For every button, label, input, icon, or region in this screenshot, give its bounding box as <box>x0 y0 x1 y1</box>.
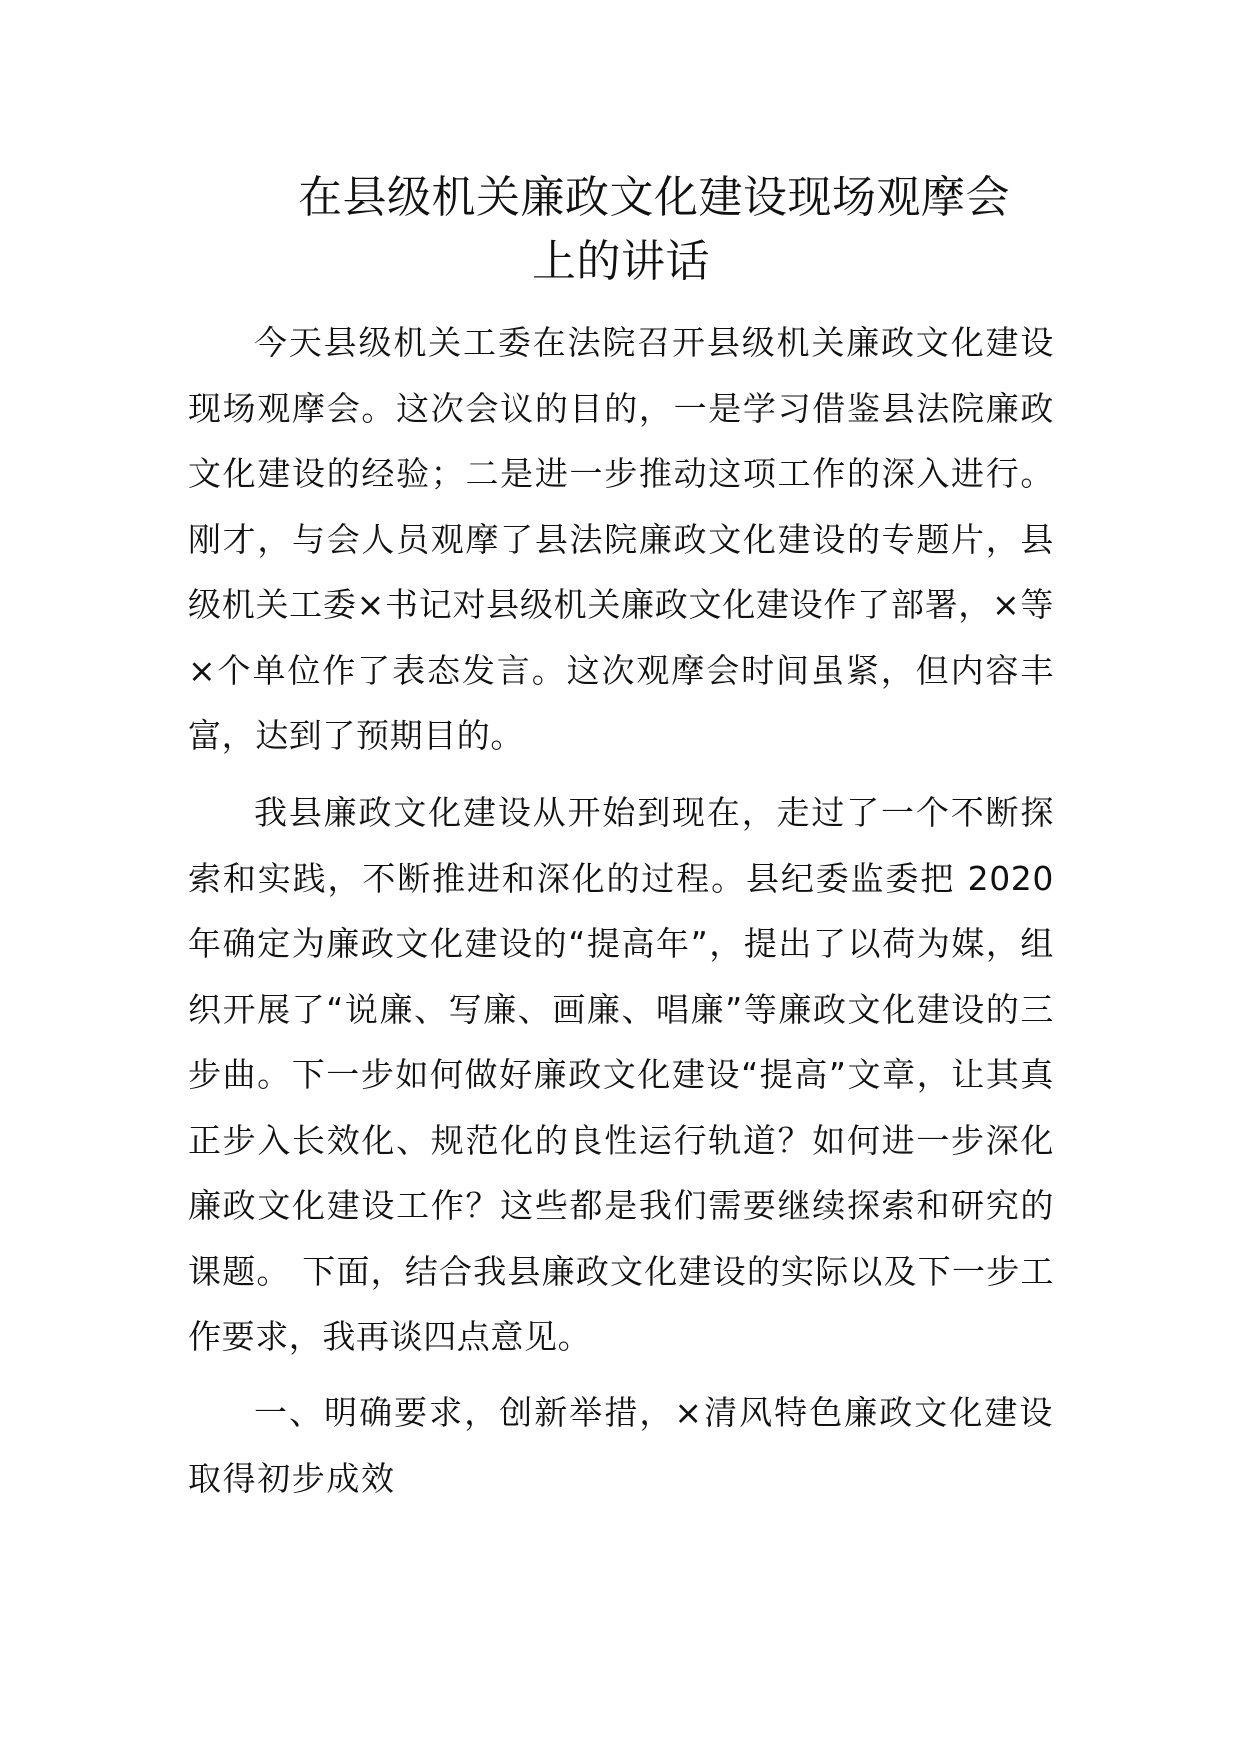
paragraph-background: 我县廉政文化建设从开始到现在，走过了一个不断探索和实践，不断推进和深化的过程。县纪委监委把 2020 年确定为廉政文化建设的“提高年”，提出了以荷为媒，组织开展了“说廉、写廉、画廉、唱廉”等廉政文化建设的三步曲。下一步如何做好廉政文化建设“提高”文章，让其真正步入长效化、规范化的良性运行轨道？如何进一步深化廉政文化建设工作？这些都是我们需要继续探索和研究的课题。 下面，结合我县廉政文化建设的实际以及下一步工作要求，我再谈四点意见。 <box>188 793 1054 1356</box>
section-heading-1: 一、明确要求，创新举措，×清风特色廉政文化建设取得初步成效 <box>188 1393 1054 1498</box>
document-title-line-1: 在县级机关廉政文化建设现场观摩会 <box>298 172 1010 223</box>
paragraph-intro: 今天县级机关工委在法院召开县级机关廉政文化建设现场观摩会。这次会议的目的，一是学习借鉴县法院廉政文化建设的经验；二是进一步推动这项工作的深入进行。刚才，与会人员观摩了县法院廉政文化建设的专题片，县级机关工委×书记对县级机关廉政文化建设作了部署，×等×个单位作了表态发言。这次观摩会时间虽紧，但内容丰富，达到了预期目的。 <box>188 323 1054 755</box>
document-title-line-2: 上的讲话 <box>532 236 710 287</box>
